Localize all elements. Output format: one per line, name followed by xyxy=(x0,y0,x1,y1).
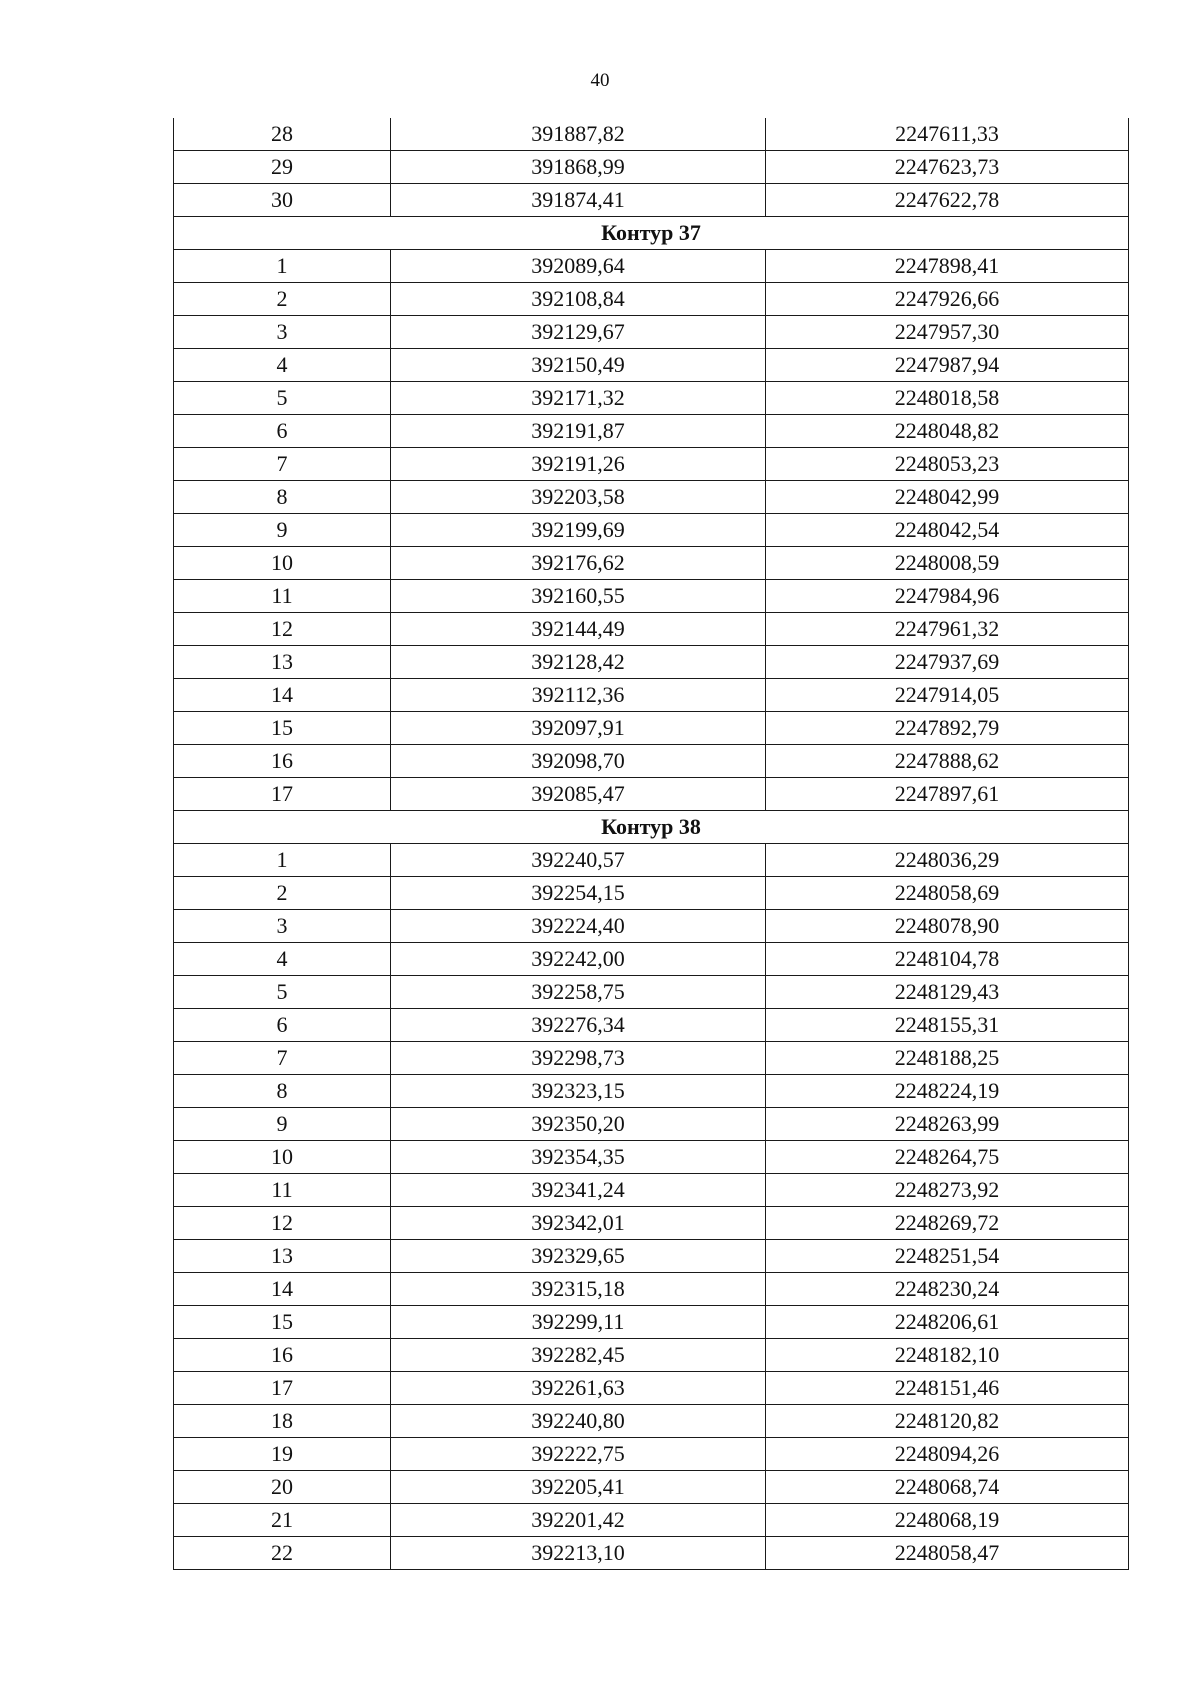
x-coordinate-cell: 392112,36 xyxy=(391,679,766,712)
point-number-cell: 30 xyxy=(174,184,391,217)
y-coordinate-cell: 2247987,94 xyxy=(766,349,1129,382)
point-number-cell: 13 xyxy=(174,1240,391,1273)
section-header-row xyxy=(174,811,1129,844)
point-number-cell: 7 xyxy=(174,448,391,481)
y-coordinate-cell: 2248182,10 xyxy=(766,1339,1129,1372)
section-title: Контур 38 xyxy=(174,811,1129,844)
x-coordinate-cell: 392108,84 xyxy=(391,283,766,316)
point-number-cell: 9 xyxy=(174,1108,391,1141)
point-number-cell: 13 xyxy=(174,646,391,679)
x-coordinate-cell: 392261,63 xyxy=(391,1372,766,1405)
section-title: Контур 37 xyxy=(174,217,1129,250)
table-row xyxy=(174,1009,1129,1042)
table-row xyxy=(174,1141,1129,1174)
y-coordinate-cell: 2248042,54 xyxy=(766,514,1129,547)
x-coordinate-cell: 392144,49 xyxy=(391,613,766,646)
point-number-cell: 3 xyxy=(174,910,391,943)
x-coordinate-cell: 392354,35 xyxy=(391,1141,766,1174)
table-row xyxy=(174,1306,1129,1339)
y-coordinate-cell: 2248129,43 xyxy=(766,976,1129,1009)
y-coordinate-cell: 2248053,23 xyxy=(766,448,1129,481)
table-row xyxy=(174,481,1129,514)
table-row xyxy=(174,184,1129,217)
point-number-cell: 9 xyxy=(174,514,391,547)
x-coordinate-cell: 392191,87 xyxy=(391,415,766,448)
point-number-cell: 15 xyxy=(174,1306,391,1339)
y-coordinate-cell: 2248151,46 xyxy=(766,1372,1129,1405)
point-number-cell: 14 xyxy=(174,679,391,712)
point-number-cell: 4 xyxy=(174,943,391,976)
y-coordinate-cell: 2247623,73 xyxy=(766,151,1129,184)
table-row xyxy=(174,1042,1129,1075)
x-coordinate-cell: 392129,67 xyxy=(391,316,766,349)
x-coordinate-cell: 392191,26 xyxy=(391,448,766,481)
table-row xyxy=(174,943,1129,976)
point-number-cell: 16 xyxy=(174,1339,391,1372)
table-row xyxy=(174,1339,1129,1372)
point-number-cell: 11 xyxy=(174,1174,391,1207)
x-coordinate-cell: 392201,42 xyxy=(391,1504,766,1537)
point-number-cell: 29 xyxy=(174,151,391,184)
y-coordinate-cell: 2247897,61 xyxy=(766,778,1129,811)
point-number-cell: 12 xyxy=(174,613,391,646)
table-row xyxy=(174,1537,1129,1570)
point-number-cell: 7 xyxy=(174,1042,391,1075)
y-coordinate-cell: 2248120,82 xyxy=(766,1405,1129,1438)
y-coordinate-cell: 2248264,75 xyxy=(766,1141,1129,1174)
x-coordinate-cell: 392254,15 xyxy=(391,877,766,910)
x-coordinate-cell: 391868,99 xyxy=(391,151,766,184)
point-number-cell: 5 xyxy=(174,382,391,415)
x-coordinate-cell: 392203,58 xyxy=(391,481,766,514)
y-coordinate-cell: 2247957,30 xyxy=(766,316,1129,349)
y-coordinate-cell: 2248273,92 xyxy=(766,1174,1129,1207)
point-number-cell: 28 xyxy=(174,118,391,151)
y-coordinate-cell: 2247926,66 xyxy=(766,283,1129,316)
y-coordinate-cell: 2248251,54 xyxy=(766,1240,1129,1273)
point-number-cell: 4 xyxy=(174,349,391,382)
y-coordinate-cell: 2248155,31 xyxy=(766,1009,1129,1042)
table-row xyxy=(174,283,1129,316)
x-coordinate-cell: 392160,55 xyxy=(391,580,766,613)
y-coordinate-cell: 2248224,19 xyxy=(766,1075,1129,1108)
table-row xyxy=(174,151,1129,184)
y-coordinate-cell: 2248078,90 xyxy=(766,910,1129,943)
x-coordinate-cell: 392213,10 xyxy=(391,1537,766,1570)
table-row xyxy=(174,1108,1129,1141)
table-row xyxy=(174,613,1129,646)
table-row xyxy=(174,976,1129,1009)
table-row xyxy=(174,745,1129,778)
y-coordinate-cell: 2248230,24 xyxy=(766,1273,1129,1306)
x-coordinate-cell: 392323,15 xyxy=(391,1075,766,1108)
table-row xyxy=(174,1471,1129,1504)
point-number-cell: 8 xyxy=(174,481,391,514)
point-number-cell: 17 xyxy=(174,778,391,811)
table-row xyxy=(174,382,1129,415)
x-coordinate-cell: 391887,82 xyxy=(391,118,766,151)
table-row xyxy=(174,250,1129,283)
table-row xyxy=(174,646,1129,679)
page-number: 40 xyxy=(590,70,610,91)
point-number-cell: 2 xyxy=(174,283,391,316)
point-number-cell: 16 xyxy=(174,745,391,778)
y-coordinate-cell: 2248094,26 xyxy=(766,1438,1129,1471)
y-coordinate-cell: 2248036,29 xyxy=(766,844,1129,877)
y-coordinate-cell: 2247914,05 xyxy=(766,679,1129,712)
y-coordinate-cell: 2248263,99 xyxy=(766,1108,1129,1141)
table-row xyxy=(174,547,1129,580)
y-coordinate-cell: 2248188,25 xyxy=(766,1042,1129,1075)
x-coordinate-cell: 392097,91 xyxy=(391,712,766,745)
point-number-cell: 6 xyxy=(174,1009,391,1042)
x-coordinate-cell: 392242,00 xyxy=(391,943,766,976)
table-row xyxy=(174,1240,1129,1273)
table-row xyxy=(174,910,1129,943)
table-row xyxy=(174,580,1129,613)
table-row xyxy=(174,118,1129,151)
y-coordinate-cell: 2248048,82 xyxy=(766,415,1129,448)
y-coordinate-cell: 2247892,79 xyxy=(766,712,1129,745)
x-coordinate-cell: 392342,01 xyxy=(391,1207,766,1240)
y-coordinate-cell: 2247937,69 xyxy=(766,646,1129,679)
y-coordinate-cell: 2247611,33 xyxy=(766,118,1129,151)
x-coordinate-cell: 392199,69 xyxy=(391,514,766,547)
table-row xyxy=(174,778,1129,811)
table-row xyxy=(174,712,1129,745)
table-row xyxy=(174,448,1129,481)
y-coordinate-cell: 2247961,32 xyxy=(766,613,1129,646)
x-coordinate-cell: 392240,57 xyxy=(391,844,766,877)
y-coordinate-cell: 2248058,69 xyxy=(766,877,1129,910)
y-coordinate-cell: 2247984,96 xyxy=(766,580,1129,613)
y-coordinate-cell: 2248018,58 xyxy=(766,382,1129,415)
x-coordinate-cell: 392128,42 xyxy=(391,646,766,679)
point-number-cell: 1 xyxy=(174,250,391,283)
x-coordinate-cell: 392315,18 xyxy=(391,1273,766,1306)
point-number-cell: 10 xyxy=(174,1141,391,1174)
point-number-cell: 3 xyxy=(174,316,391,349)
point-number-cell: 8 xyxy=(174,1075,391,1108)
y-coordinate-cell: 2247898,41 xyxy=(766,250,1129,283)
x-coordinate-cell: 392089,64 xyxy=(391,250,766,283)
table-row xyxy=(174,1273,1129,1306)
point-number-cell: 17 xyxy=(174,1372,391,1405)
point-number-cell: 20 xyxy=(174,1471,391,1504)
x-coordinate-cell: 392222,75 xyxy=(391,1438,766,1471)
point-number-cell: 14 xyxy=(174,1273,391,1306)
table-row xyxy=(174,1075,1129,1108)
table-row xyxy=(174,415,1129,448)
y-coordinate-cell: 2248068,19 xyxy=(766,1504,1129,1537)
x-coordinate-cell: 392098,70 xyxy=(391,745,766,778)
table-row xyxy=(174,844,1129,877)
point-number-cell: 2 xyxy=(174,877,391,910)
point-number-cell: 10 xyxy=(174,547,391,580)
x-coordinate-cell: 392205,41 xyxy=(391,1471,766,1504)
point-number-cell: 15 xyxy=(174,712,391,745)
y-coordinate-cell: 2248008,59 xyxy=(766,547,1129,580)
x-coordinate-cell: 392240,80 xyxy=(391,1405,766,1438)
x-coordinate-cell: 392341,24 xyxy=(391,1174,766,1207)
table-row xyxy=(174,1207,1129,1240)
x-coordinate-cell: 392298,73 xyxy=(391,1042,766,1075)
y-coordinate-cell: 2248042,99 xyxy=(766,481,1129,514)
point-number-cell: 22 xyxy=(174,1537,391,1570)
y-coordinate-cell: 2247622,78 xyxy=(766,184,1129,217)
x-coordinate-cell: 391874,41 xyxy=(391,184,766,217)
coordinates-table-body xyxy=(174,118,1129,1570)
table-row xyxy=(174,1174,1129,1207)
table-row xyxy=(174,514,1129,547)
point-number-cell: 21 xyxy=(174,1504,391,1537)
y-coordinate-cell: 2248104,78 xyxy=(766,943,1129,976)
x-coordinate-cell: 392224,40 xyxy=(391,910,766,943)
y-coordinate-cell: 2248269,72 xyxy=(766,1207,1129,1240)
table-row xyxy=(174,877,1129,910)
point-number-cell: 11 xyxy=(174,580,391,613)
table-row xyxy=(174,1372,1129,1405)
x-coordinate-cell: 392282,45 xyxy=(391,1339,766,1372)
x-coordinate-cell: 392176,62 xyxy=(391,547,766,580)
table-row xyxy=(174,1504,1129,1537)
y-coordinate-cell: 2248058,47 xyxy=(766,1537,1129,1570)
x-coordinate-cell: 392276,34 xyxy=(391,1009,766,1042)
x-coordinate-cell: 392258,75 xyxy=(391,976,766,1009)
table-row xyxy=(174,316,1129,349)
table-row xyxy=(174,1438,1129,1471)
x-coordinate-cell: 392150,49 xyxy=(391,349,766,382)
y-coordinate-cell: 2247888,62 xyxy=(766,745,1129,778)
coordinates-table xyxy=(173,118,1129,1570)
x-coordinate-cell: 392329,65 xyxy=(391,1240,766,1273)
x-coordinate-cell: 392085,47 xyxy=(391,778,766,811)
point-number-cell: 12 xyxy=(174,1207,391,1240)
point-number-cell: 18 xyxy=(174,1405,391,1438)
table-row xyxy=(174,679,1129,712)
section-header-row xyxy=(174,217,1129,250)
point-number-cell: 19 xyxy=(174,1438,391,1471)
point-number-cell: 5 xyxy=(174,976,391,1009)
point-number-cell: 1 xyxy=(174,844,391,877)
table-row xyxy=(174,349,1129,382)
y-coordinate-cell: 2248068,74 xyxy=(766,1471,1129,1504)
x-coordinate-cell: 392350,20 xyxy=(391,1108,766,1141)
y-coordinate-cell: 2248206,61 xyxy=(766,1306,1129,1339)
x-coordinate-cell: 392299,11 xyxy=(391,1306,766,1339)
x-coordinate-cell: 392171,32 xyxy=(391,382,766,415)
point-number-cell: 6 xyxy=(174,415,391,448)
table-row xyxy=(174,1405,1129,1438)
